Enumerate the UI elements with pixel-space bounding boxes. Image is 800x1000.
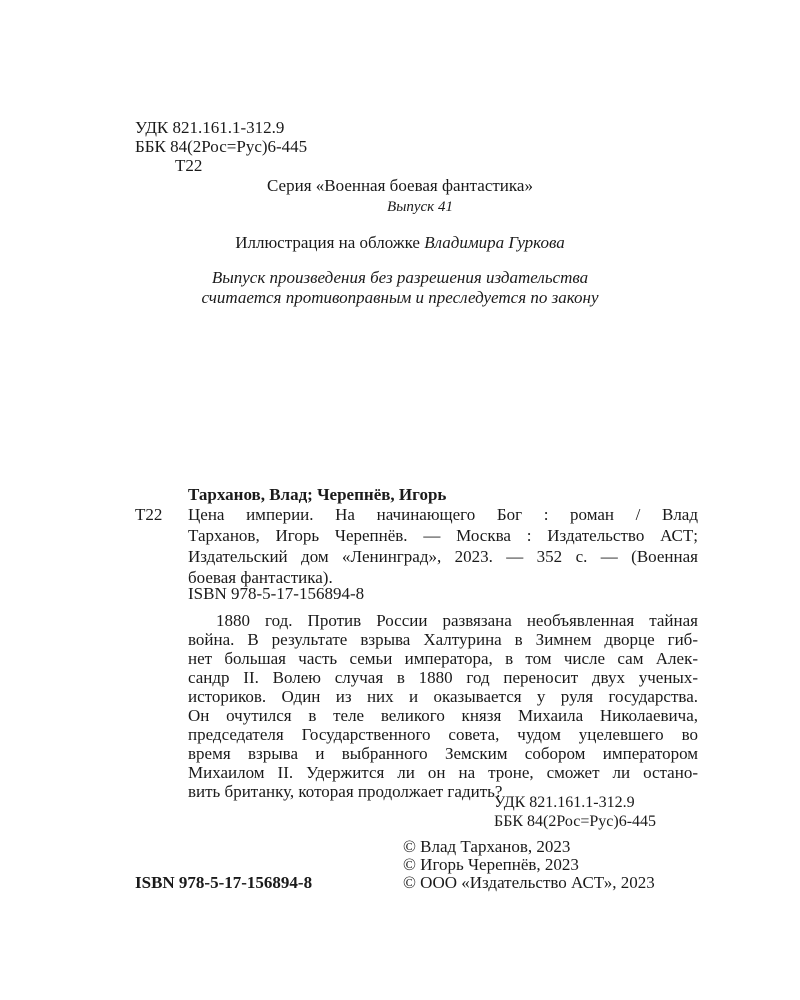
annotation-line: Михаилом II. Удержится ли он на троне, сможет ли остано- bbox=[188, 763, 698, 782]
card-description bbox=[188, 504, 698, 588]
annotation-line: вить британку, которая продолжает гадить? bbox=[188, 782, 503, 801]
copyright-line: © Игорь Черепнёв, 2023 bbox=[403, 855, 579, 874]
annotation-line: 1880 год. Против России развязана необъявленная тайная bbox=[216, 611, 698, 630]
annotation-line: война. В результате взрыва Халтурина в Зимнем дворце гиб- bbox=[188, 630, 698, 649]
card-description-line: Тарханов, Игорь Черепнёв. — Москва : Издательство АСТ; bbox=[188, 526, 698, 545]
udk-code-bottom: УДК 821.161.1-312.9 bbox=[494, 794, 635, 811]
card-description-line: Цена империи. На начинающего Бог : роман / Влад bbox=[188, 505, 698, 524]
illustration-artist: Владимира Гуркова bbox=[424, 233, 565, 252]
copyright-line: © Влад Тарханов, 2023 bbox=[403, 837, 571, 856]
annotation-line: нет большая часть семьи императора, в том числе сам Алек- bbox=[188, 649, 698, 668]
illustration-credit bbox=[0, 232, 800, 253]
card-isbn: ISBN 978-5-17-156894-8 bbox=[188, 584, 365, 603]
card-description-line: Издательский дом «Ленинград», 2023. — 352 с. — (Военная bbox=[188, 547, 698, 566]
udk-code-top: УДК 821.161.1-312.9 bbox=[135, 118, 285, 137]
series-title: Серия «Военная боевая фантастика» bbox=[267, 176, 533, 195]
copyright-line: © ООО «Издательство АСТ», 2023 bbox=[403, 873, 655, 892]
card-description-line: боевая фантастика). bbox=[188, 568, 333, 587]
annotation-line: Он очутился в теле великого князя Михаила Николаевича, bbox=[188, 706, 698, 725]
illustration-credit-prefix: Иллюстрация на обложке bbox=[235, 233, 425, 252]
legal-notice-line-2: считается противоправным и преследуется по закону bbox=[201, 288, 599, 307]
annotation-line: сандр II. Волею случая в 1880 год переносит двух ученых- bbox=[188, 668, 698, 687]
card-author-sign: Т22 bbox=[135, 505, 163, 524]
isbn-bottom: ISBN 978-5-17-156894-8 bbox=[135, 873, 313, 892]
legal-notice-line-1: Выпуск произведения без разрешения издательства bbox=[211, 268, 589, 287]
bbk-code-top: ББК 84(2Рос=Рус)6-445 bbox=[135, 137, 308, 156]
series-issue: Выпуск 41 bbox=[387, 199, 453, 215]
annotation bbox=[188, 611, 698, 801]
author-sign-top: Т22 bbox=[175, 156, 203, 175]
annotation-line: председателя Государственного совета, чудом уцелевшего во bbox=[188, 725, 698, 744]
card-authors: Тарханов, Влад; Черепнёв, Игорь bbox=[188, 485, 447, 504]
bbk-code-bottom: ББК 84(2Рос=Рус)6-445 bbox=[494, 813, 657, 830]
annotation-line: время взрыва и выбранного Земским собором императором bbox=[188, 744, 698, 763]
annotation-line: историков. Один из них и оказывается у руля государства. bbox=[188, 687, 698, 706]
